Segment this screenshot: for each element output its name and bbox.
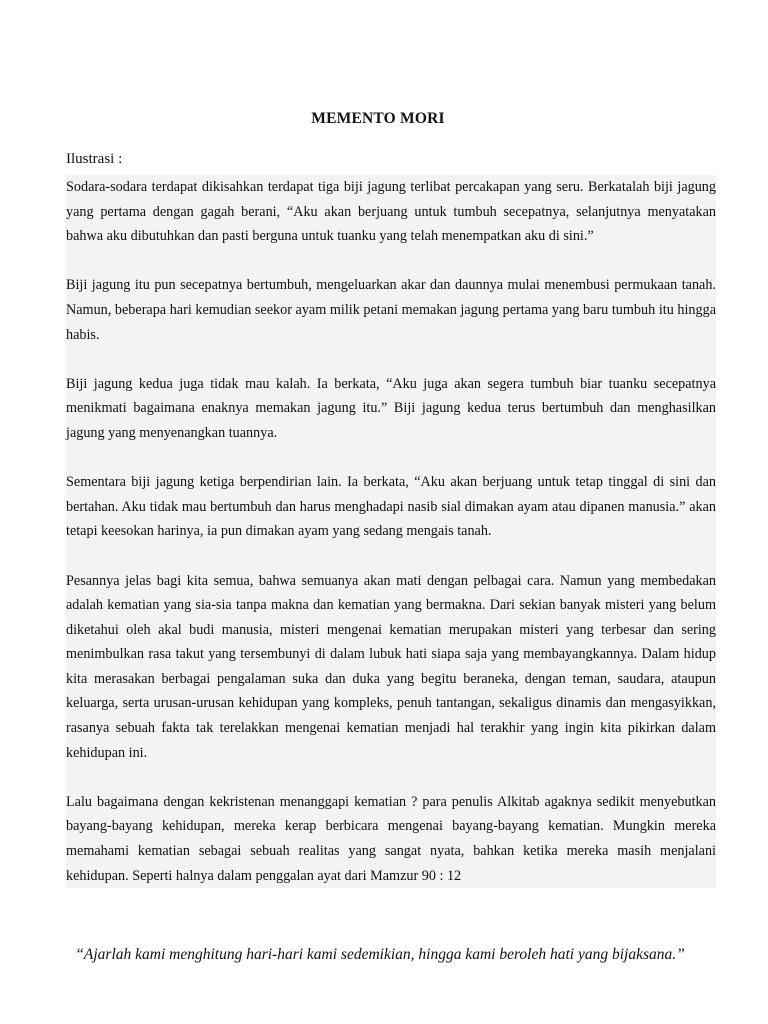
paragraph-1: Sodara-sodara terdapat dikisahkan terdapat tiga biji jagung terlibat percakapan yang seru. Berkatalah biji jagung yang pertama dengan gagah berani, “Aku akan berjuang untuk tumbuh secepatnya, selanjutnya menyatakan bahwa aku dibutuhkan dan pasti berguna untuk tuanku yang telah menempatkan aku di sini.”: [66, 179, 716, 245]
paragraph-6: Lalu bagaimana dengan kekristenan menanggapi kematian ? para penulis Alkitab agaknya sedikit menyebutkan bayang-bayang kehidupan, mereka kerap berbicara mengenai bayang-bayang kematian. Mungkin mereka memahami kematian sebagai sebuah realitas yang sangat nyata, bahkan ketika mereka masih menjalani kehidupan. Seperti halnya dalam penggalan ayat dari Mamzur 90 : 12: [66, 793, 716, 884]
document-title: MEMENTO MORI: [311, 110, 445, 127]
scripture-quote: “Ajarlah kami menghitung hari-hari kami sedemikian, hingga kami beroleh hati yang bijaksana.”: [75, 946, 685, 963]
paragraph-3: Biji jagung kedua juga tidak mau kalah. Ia berkata, “Aku juga akan segera tumbuh biar tuanku secepatnya menikmati bagaimana enaknya memakan jagung itu.” Biji jagung kedua terus bertumbuh dan menghasilkan jagung yang menyenangkan tuannya.: [66, 375, 716, 441]
body-text: [66, 175, 716, 888]
paragraph-2: Biji jagung itu pun secepatnya bertumbuh, mengeluarkan akar dan daunnya mulai menembusi permukaan tanah. Namun, beberapa hari kemudian seekor ayam milik petani memakan jagung pertama yang baru tumbuh itu hingga habis.: [66, 277, 716, 343]
section-label: Ilustrasi :: [66, 151, 123, 167]
paragraph-5: Pesannya jelas bagi kita semua, bahwa semuanya akan mati dengan pelbagai cara. Namun yang membedakan adalah kematian yang sia-sia tanpa makna dan kematian yang bermakna. Dari sekian banyak misteri yang belum diketahui oleh akal budi manusia, misteri mengenai kematian merupakan misteri yang terbesar dan sering menimbulkan rasa takut yang tersembunyi di dalam lubuk hati siapa saja yang membayangkannya. Dalam hidup kita merasakan berbagai pengalaman suka dan duka yang begitu beraneka, dengan teman, saudara, ataupun keluarga, serta urusan-urusan kehidupan yang kompleks, penuh tantangan, sekaligus dinamis dan mengasyikkan, rasanya sebuah fakta tak terelakkan mengenai kematian menjadi hal terakhir yang ingin kita pikirkan dalam kehidupan ini.: [66, 572, 716, 761]
paragraph-4: Sementara biji jagung ketiga berpendirian lain. Ia berkata, “Aku akan berjuang untuk tetap tinggal di sini dan bertahan. Aku tidak mau bertumbuh dan harus menghadapi nasib sial dimakan ayam atau dipanen manusia.” akan tetapi keesokan harinya, ia pun dimakan ayam yang sedang mengais tanah.: [66, 474, 716, 540]
